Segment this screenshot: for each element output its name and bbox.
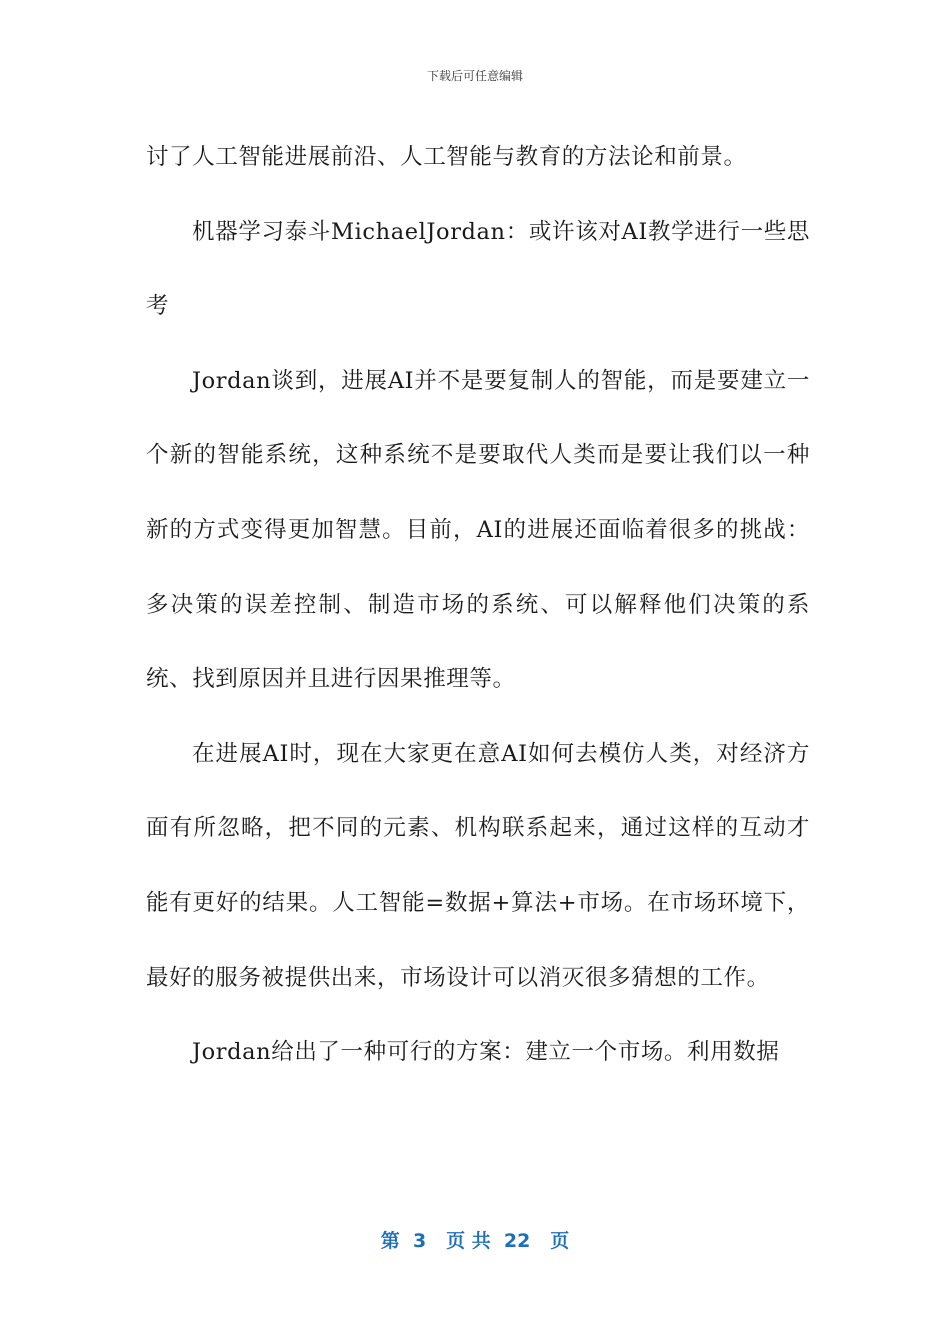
paragraph-4: 在进展AI时，现在大家更在意AI如何去模仿人类，对经济方面有所忽略，把不同的元素、机构联系起来，通过这样的互动才能有更好的结果。人工智能=数据+算法+市场。在市场环境下，最好的服务被提供出来，市场设计可以消灭很多猜想的工作。 [146,740,810,991]
paragraph-2: 机器学习泰斗MichaelJordan：或许该对AI教学进行一些思考 [146,218,810,320]
paragraph-3: Jordan谈到，进展AI并不是要复制人的智能，而是要建立一个新的智能系统，这种系统不是要取代人类而是要让我们以一种新的方式变得更加智慧。目前，AI的进展还面临着很多的挑战：多决策的误差控制、制造市场的系统、可以解释他们决策的系统、找到原因并且进行因果推理等。 [146,367,810,693]
header-note: 下载后可任意编辑 [426,69,523,83]
paragraph-5: Jordan给出了一种可行的方案：建立一个市场。利用数据 [192,1039,780,1066]
paragraph-1: 讨了人工智能进展前沿、人工智能与教育的方法论和前景。 [146,144,747,170]
page-number-footer: 第 3 页 共 22 页 [380,1230,570,1252]
document-body [146,120,810,1090]
